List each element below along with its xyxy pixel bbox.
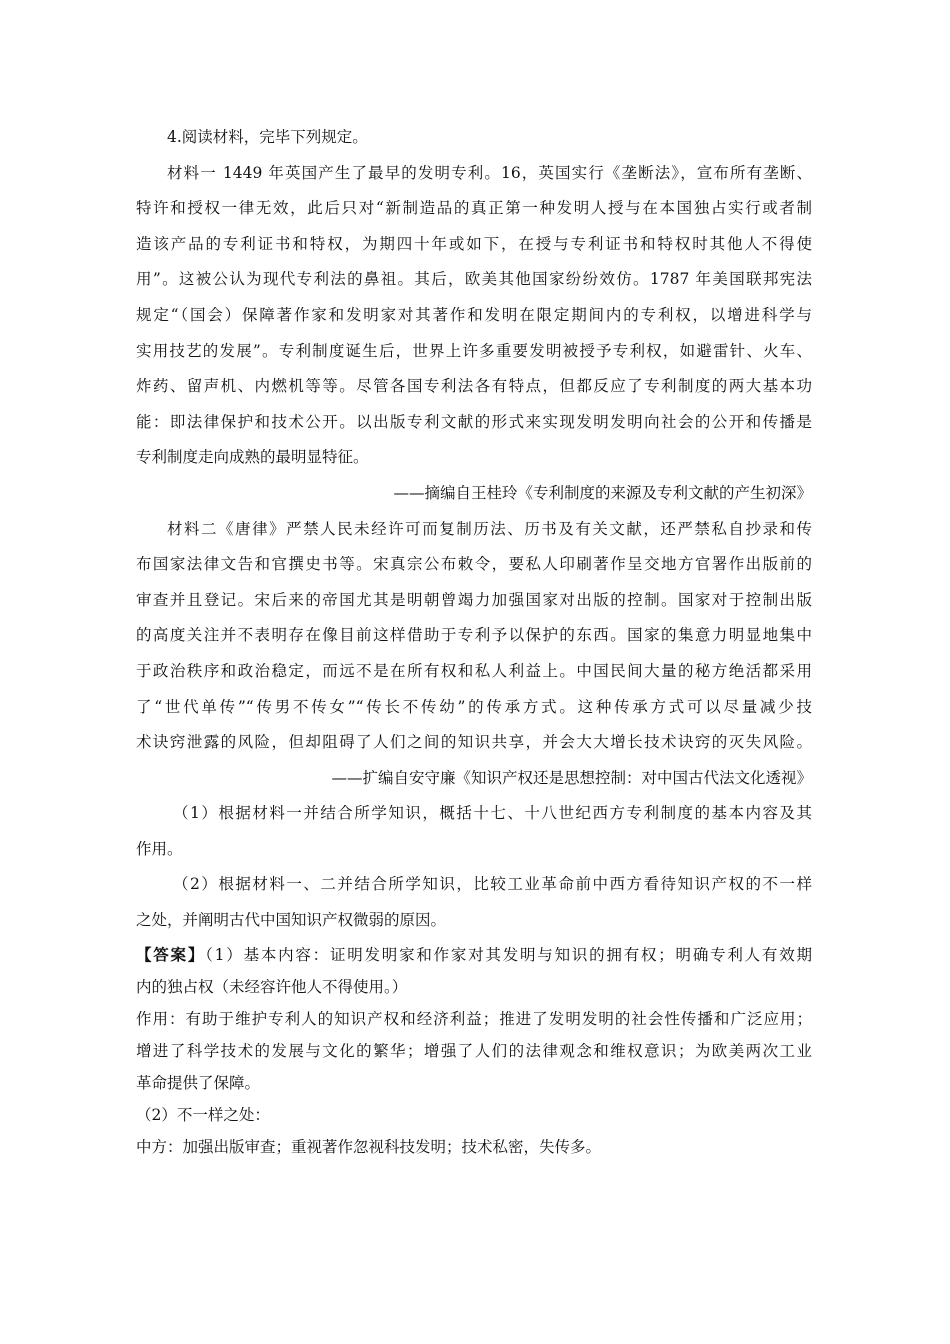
question-two <box>136 867 812 938</box>
material-one <box>136 156 812 512</box>
material-one-line: 规定“（国会）保障著作家和发明家对其著作和发明在限定期间内的专利权，以增进科学与 <box>136 305 812 324</box>
question-two-line: （2）根据材料一、二并结合所学知识，比较工业革命前中西方看待知识产权的不一样 <box>173 875 812 894</box>
material-two-source: ——扩编自安守廉《知识产权还是思想控制：对中国古代法文化透视》 <box>331 768 812 787</box>
material-two <box>136 512 812 797</box>
answer-part-one: （1）基本内容：证明发明家和作家对其发明与知识的拥有权；明确专利人有效期 <box>205 945 812 964</box>
material-one-line: 用”。这被公认为现代专利法的鼻祖。其后，欧美其他国家纷纷效仿。1787 年美国联邦宪法 <box>136 270 812 289</box>
answer-tag: 【答案】 <box>136 944 206 964</box>
answer-part-one-cont: 内的独占权（未经容许他人不得使用。） <box>136 977 408 996</box>
material-two-line: 了“世代单传”“传男不传女”“传长不传幼”的传承方式。这种传承方式可以尽量减少技 <box>136 697 812 716</box>
material-one-source: ——摘编自王桂玲《专利制度的来源及专利文献的产生初深》 <box>393 483 812 502</box>
answer-part-two-china: 中方：加强出版审查；重视著作忽视科技发明；技术私密，失传多。 <box>136 1137 602 1156</box>
material-one-line: 实用技艺的发展”。专利制度诞生后，世界上许多重要发明被授予专利权，如避雷针、火车、 <box>136 341 812 360</box>
material-two-line: 术诀窍泄露的风险，但却阻碍了人们之间的知识共享，并会大大增长技术诀窍的灭失风险。 <box>136 733 812 752</box>
question-one <box>136 796 812 867</box>
question-one-line: 作用。 <box>136 839 183 858</box>
answer-part-two-title: （2）不一样之处： <box>136 1105 270 1124</box>
question-one-line: （1）根据材料一并结合所学知识，概括十七、十八世纪西方专利制度的基本内容及其 <box>173 804 812 823</box>
answer-effect-line: 革命提供了保障。 <box>136 1073 261 1092</box>
material-one-line: 能：即法律保护和技术公开。以出版专利文献的形式来实现发明发明向社会的公开和传播是 <box>136 412 812 431</box>
answer-section <box>136 939 812 1163</box>
material-two-line: 于政治秩序和政治稳定，而远不是在所有权和私人利益上。中国民间大量的秘方绝活都采用 <box>136 661 812 680</box>
answer-effect-line: 增进了科学技术的发展与文化的繁华；增强了人们的法律观念和维权意识；为欧美两次工业 <box>136 1041 812 1060</box>
material-two-line: 的高度关注并不表明存在像目前这样借助于专利予以保护的东西。国家的集意力明显地集中 <box>136 626 812 645</box>
material-one-line: 专利制度走向成熟的最明显特征。 <box>136 448 369 467</box>
material-two-line: 布国家法律文告和官撰史书等。宋真宗公布敕令，要私人印刷著作呈交地方官署作出版前的 <box>136 555 812 574</box>
question-intro: 4.阅读材料，完毕下列规定。 <box>167 128 368 146</box>
material-two-line: 审查并且登记。宋后来的帝国尤其是明朝曾竭力加强国家对出版的控制。国家对于控制出版 <box>136 590 812 609</box>
document-page <box>136 120 812 1163</box>
answer-first-line <box>136 939 812 971</box>
material-two-line: 材料二《唐律》严禁人民未经许可而复制历法、历书及有关文献，还严禁私自抄录和传 <box>167 519 812 538</box>
material-one-line: 材料一 1449 年英国产生了最早的发明专利。16，英国实行《垄断法》，宣布所有垄断、 <box>167 163 812 182</box>
material-one-line: 炸药、留声机、内燃机等等。尽管各国专利法各有特点，但都反应了专利制度的两大基本功 <box>136 377 812 396</box>
answer-effect-line: 作用：有助于维护专利人的知识产权和经济利益；推进了发明发明的社会性传播和广泛应用； <box>136 1009 812 1028</box>
material-one-line: 造该产品的专利证书和特权，为期四十年或如下，在授与专利证书和特权时其他人不得使 <box>136 234 812 253</box>
material-one-line: 特许和授权一律无效，此后只对“新制造品的真正第一种发明人授与在本国独占实行或者制 <box>136 199 812 218</box>
question-two-line: 之处，并阐明古代中国知识产权微弱的原因。 <box>136 911 447 930</box>
